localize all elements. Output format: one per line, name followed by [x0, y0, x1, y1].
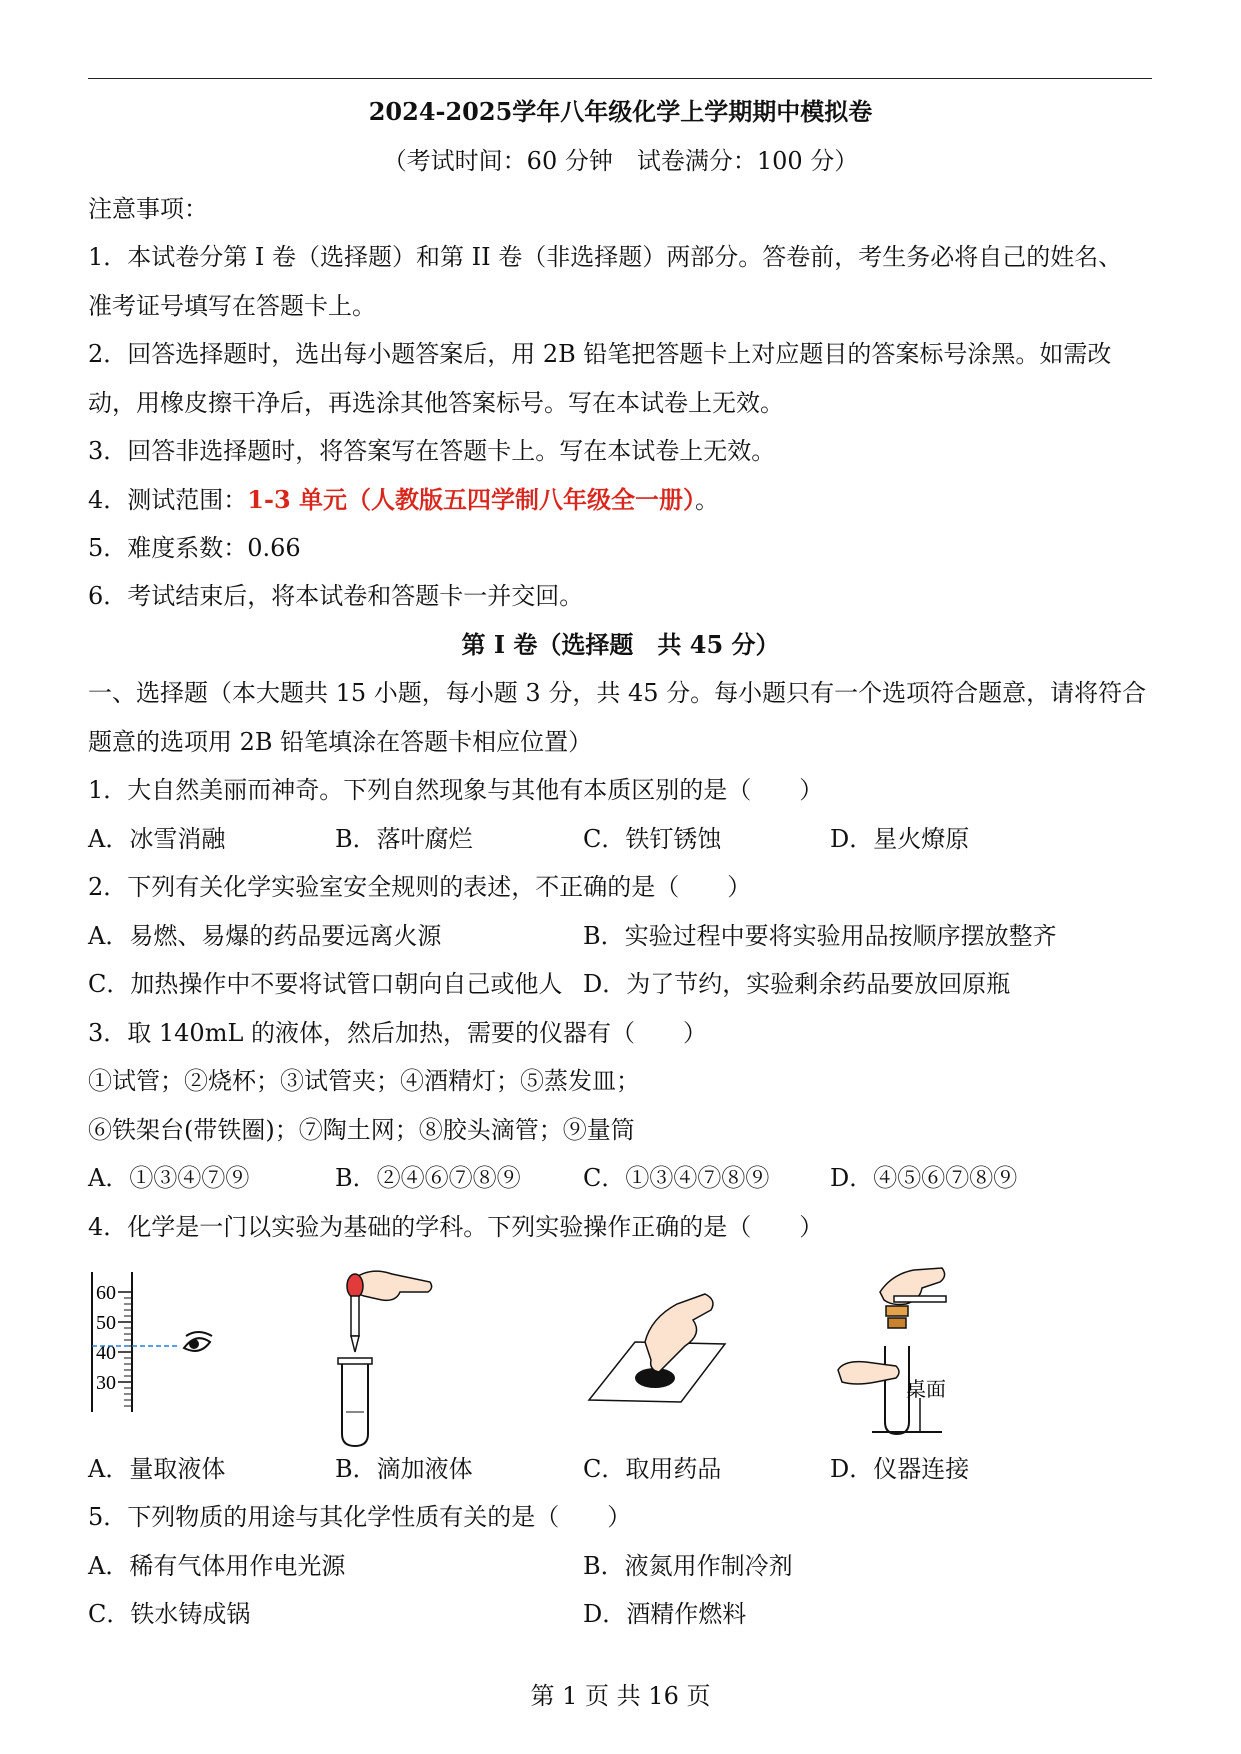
tick-label-50: 50 — [96, 1312, 116, 1334]
tick-label-30: 30 — [96, 1372, 116, 1394]
q4-option-c: C．取用药品 — [583, 1455, 722, 1483]
rubber-stopper-icon — [886, 1306, 908, 1328]
figure-measure-liquid — [88, 1270, 238, 1420]
q4-option-d: D．仪器连接 — [830, 1455, 970, 1483]
q2-option-d: D．为了节约，实验剩余药品要放回原瓶 — [583, 970, 1011, 998]
note-4 — [88, 484, 719, 516]
note-6: 6．考试结束后，将本试卷和答题卡一并交回。 — [88, 582, 584, 610]
dropper-icon — [347, 1274, 363, 1352]
figure-drop-liquid — [330, 1262, 440, 1450]
q5-stem: 5．下列物质的用途与其化学性质有关的是（ ） — [88, 1503, 632, 1531]
part1-title: 第 I 卷（选择题 共 45 分） — [461, 630, 780, 659]
q4-stem: 4．化学是一门以实验为基础的学科。下列实验操作正确的是（ ） — [88, 1213, 824, 1241]
q5-option-c: C．铁水铸成锅 — [88, 1600, 251, 1628]
page-footer: 第 1 页 共 16 页 — [530, 1682, 711, 1710]
q2-option-a: A．易燃、易爆的药品要远离火源 — [88, 922, 442, 950]
note-4-prefix: 4．测试范围： — [88, 486, 248, 514]
q1-stem: 1．大自然美丽而神奇。下列自然现象与其他有本质区别的是（ ） — [88, 776, 824, 804]
q1-option-b: B．落叶腐烂 — [335, 825, 473, 853]
q2-stem: 2．下列有关化学实验室安全规则的表述，不正确的是（ ） — [88, 873, 752, 901]
exam-title: 2024-2025学年八年级化学上学期期中模拟卷 — [368, 97, 873, 126]
part1-intro-a: 一、选择题（本大题共 15 小题，每小题 3 分，共 45 分。每小题只有一个选项符合题意，请将符合 — [88, 679, 1147, 707]
note-1a: 1．本试卷分第 I 卷（选择题）和第 II 卷（非选择题）两部分。答卷前，考生务必将自己的姓名、 — [88, 243, 1123, 271]
notes-heading: 注意事项： — [88, 195, 208, 223]
q3-option-c: C．①③④⑦⑧⑨ — [583, 1164, 770, 1192]
figure-take-reagent — [585, 1290, 735, 1420]
note-2a: 2．回答选择题时，选出每小题答案后，用 2B 铅笔把答题卡上对应题目的答案标号涂黑。如需改 — [88, 340, 1112, 368]
q3-option-a: A．①③④⑦⑨ — [88, 1164, 250, 1192]
q2-option-b: B．实验过程中要将实验用品按顺序摆放整齐 — [583, 922, 1057, 950]
q2-option-c: C．加热操作中不要将试管口朝向自己或他人 — [88, 970, 563, 998]
glass-tube — [894, 1296, 946, 1302]
note-3: 3．回答非选择题时，将答案写在答题卡上。写在本试卷上无效。 — [88, 437, 776, 465]
q5-option-b: B．液氮用作制冷剂 — [583, 1552, 793, 1580]
q3-option-d: D．④⑤⑥⑦⑧⑨ — [830, 1164, 1018, 1192]
q1-option-a: A．冰雪消融 — [88, 825, 226, 853]
test-scope: 1-3 单元（人教版五四学制八年级全一册） — [247, 485, 695, 514]
q5-option-d: D．酒精作燃料 — [583, 1600, 747, 1628]
test-tube-icon — [338, 1358, 372, 1446]
q4-option-a: A．量取液体 — [88, 1455, 226, 1483]
header-rule — [88, 78, 1152, 79]
q3-list-2: ⑥铁架台(带铁圈)；⑦陶土网；⑧胶头滴管；⑨量筒 — [88, 1116, 635, 1144]
note-2b: 动，用橡皮擦干净后，再选涂其他答案标号。写在本试卷上无效。 — [88, 389, 784, 417]
table-label: 桌面 — [906, 1377, 946, 1401]
note-1b: 准考证号填写在答题卡上。 — [88, 292, 376, 320]
q4-option-b: B．滴加液体 — [335, 1455, 473, 1483]
tick-label-40: 40 — [96, 1342, 116, 1364]
tick-label-60: 60 — [96, 1282, 116, 1304]
note-5: 5．难度系数：0.66 — [88, 534, 301, 562]
exam-subtitle: （考试时间：60 分钟 试卷满分：100 分） — [382, 147, 859, 175]
eye-icon — [184, 1332, 212, 1351]
q3-stem: 3．取 140mL 的液体，然后加热，需要的仪器有（ ） — [88, 1019, 708, 1047]
q1-option-c: C．铁钉锈蚀 — [583, 825, 722, 853]
q3-list-1: ①试管；②烧杯；③试管夹；④酒精灯；⑤蒸发皿； — [88, 1067, 640, 1095]
q1-option-d: D．星火燎原 — [830, 825, 970, 853]
figure-connect-apparatus — [836, 1262, 986, 1442]
q5-option-a: A．稀有气体用作电光源 — [88, 1552, 346, 1580]
q3-option-b: B．②④⑥⑦⑧⑨ — [335, 1164, 521, 1192]
part1-intro-b: 题意的选项用 2B 铅笔填涂在答题卡相应位置） — [88, 728, 593, 756]
note-4-suffix: 。 — [695, 486, 719, 514]
